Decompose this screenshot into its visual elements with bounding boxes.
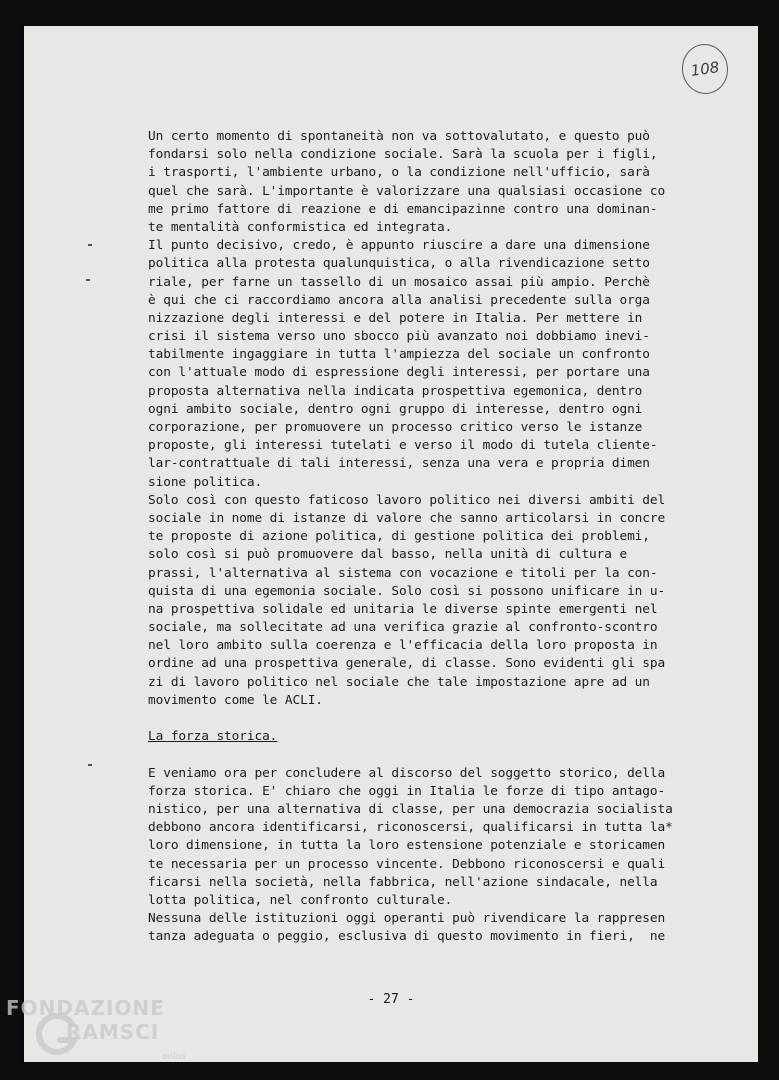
text-line: con l'attuale modo di espressione degli interessi, per portare una [148,365,650,381]
text-line: lotta politica, nel confronto culturale. [148,892,453,908]
text-line: quel che sarà. L'importante è valorizzare una qualsiasi occasione co [148,183,666,199]
text-line: crisi il sistema verso uno sbocco più avanzato noi dobbiamo inevi- [148,329,650,345]
page-folio: - 27 - [367,992,415,1007]
text-line: quista di una egemonia sociale. Solo così si possono unificare in u- [148,583,666,599]
text-line: sociale, ma sollecitate ad una verifica grazie al confronto-scontro [148,620,658,636]
text-line: loro dimensione, in tutta la loro estensione potenziale e storicamen [148,838,666,854]
section-heading: La forza storica. [148,729,278,745]
text-line: proposta alternativa nella indicata prospettiva egemonica, dentro [148,383,643,399]
blank-line [148,746,748,764]
margin-mark [88,764,92,766]
text-line: tabilmente ingaggiare in tutta l'ampiezza del sociale un confronto [148,347,650,363]
margin-mark [88,244,92,246]
text-line: proposte, gli interessi tutelati e verso il modo di tutela cliente- [148,438,658,454]
text-line: è qui che ci raccordiamo ancora alla analisi precedente sulla orga [148,292,650,308]
text-line: fondarsi solo nella condizione sociale. Sarà la scuola per i figli, [148,147,658,163]
text-line: debbono ancora identificarsi, riconoscersi, qualificarsi in tutta la* [148,820,673,836]
text-line: movimento come le ACLI. [148,692,323,708]
text-line: sociale in nome di istanze di valore che sanno articolarsi in concre [148,510,666,526]
text-line: Solo così con questo faticoso lavoro politico nei diversi ambiti del [148,492,666,508]
text-line: ordine ad una prospettiva generale, di classe. Sono evidenti gli spa [148,656,666,672]
document-body [148,128,748,946]
text-line: nizzazione degli interessi e del potere in Italia. Per mettere in [148,310,643,326]
circled-page-number: 108 [679,41,732,97]
text-line: tanza adeguata o peggio, esclusiva di questo movimento in fieri, ne [148,929,666,945]
text-line: politica alla protesta qualunquistica, o alla rivendicazione setto [148,256,650,272]
text-line: te mentalità conformistica ed integrata. [148,219,453,235]
text-line: Un certo momento di spontaneità non va sottovalutato, e questo può [148,129,650,144]
text-line: Il punto decisivo, credo, è appunto riuscire a dare una dimensione [148,238,650,254]
text-line: ogni ambito sociale, dentro ogni gruppo di interesse, dentro ogni [148,401,643,417]
watermark-line-2: RAMSCI [66,1020,160,1044]
text-line: Nessuna delle istituzioni oggi operanti può rivendicare la rappresen [148,911,666,927]
paragraph-1 [148,128,748,237]
paragraph-4 [148,765,748,911]
text-line: te necessaria per un processo vincente. Debbono riconoscersi e quali [148,856,666,872]
text-line: solo così si può promuovere dal basso, nella unità di cultura e [148,547,628,563]
text-line: i trasporti, l'ambiente urbano, o la condizione nell'ufficio, sarà [148,165,650,181]
text-line: na prospettiva solidale ed unitaria le diverse spinte emergenti nel [148,601,658,617]
text-line: te proposte di azione politica, di gestione politica dei problemi, [148,529,650,545]
margin-mark [86,279,90,281]
paragraph-2 [148,237,748,492]
text-line: riale, per farne un tassello di un mosaico assai più ampio. Perchè [148,274,650,290]
watermark-sub: onlus [162,1052,187,1062]
blank-line [148,710,748,728]
typewritten-page [24,26,758,1062]
paragraph-3 [148,492,748,710]
text-line: lar-contrattuale di tali interessi, senza una vera e propria dimen [148,456,650,472]
text-line: prassi, l'alternativa al sistema con vocazione e titoli per la con- [148,565,658,581]
watermark-line-1: FONDAZIONE [6,996,165,1020]
paragraph-5 [148,910,748,946]
text-line: forza storica. E' chiaro che oggi in Italia le forze di tipo antago- [148,783,666,799]
text-line: sione politica. [148,474,263,490]
text-line: corporazione, per promuovere un processo critico verso le istanze [148,420,643,435]
text-line: E veniamo ora per concludere al discorso del soggetto storico, della [148,765,666,781]
text-line: nel loro ambito sulla coerenza e l'efficacia della loro proposta in [148,638,658,654]
text-line: me primo fattore di reazione e di emancipazinne contro una dominan- [148,201,658,217]
text-line: nistico, per una alternativa di classe, per una democrazia socialista [148,801,673,817]
text-line: zi di lavoro politico nel sociale che tale impostazione apre ad un [148,674,650,690]
text-line: ficarsi nella società, nella fabbrica, nell'azione sindacale, nella [148,874,658,890]
